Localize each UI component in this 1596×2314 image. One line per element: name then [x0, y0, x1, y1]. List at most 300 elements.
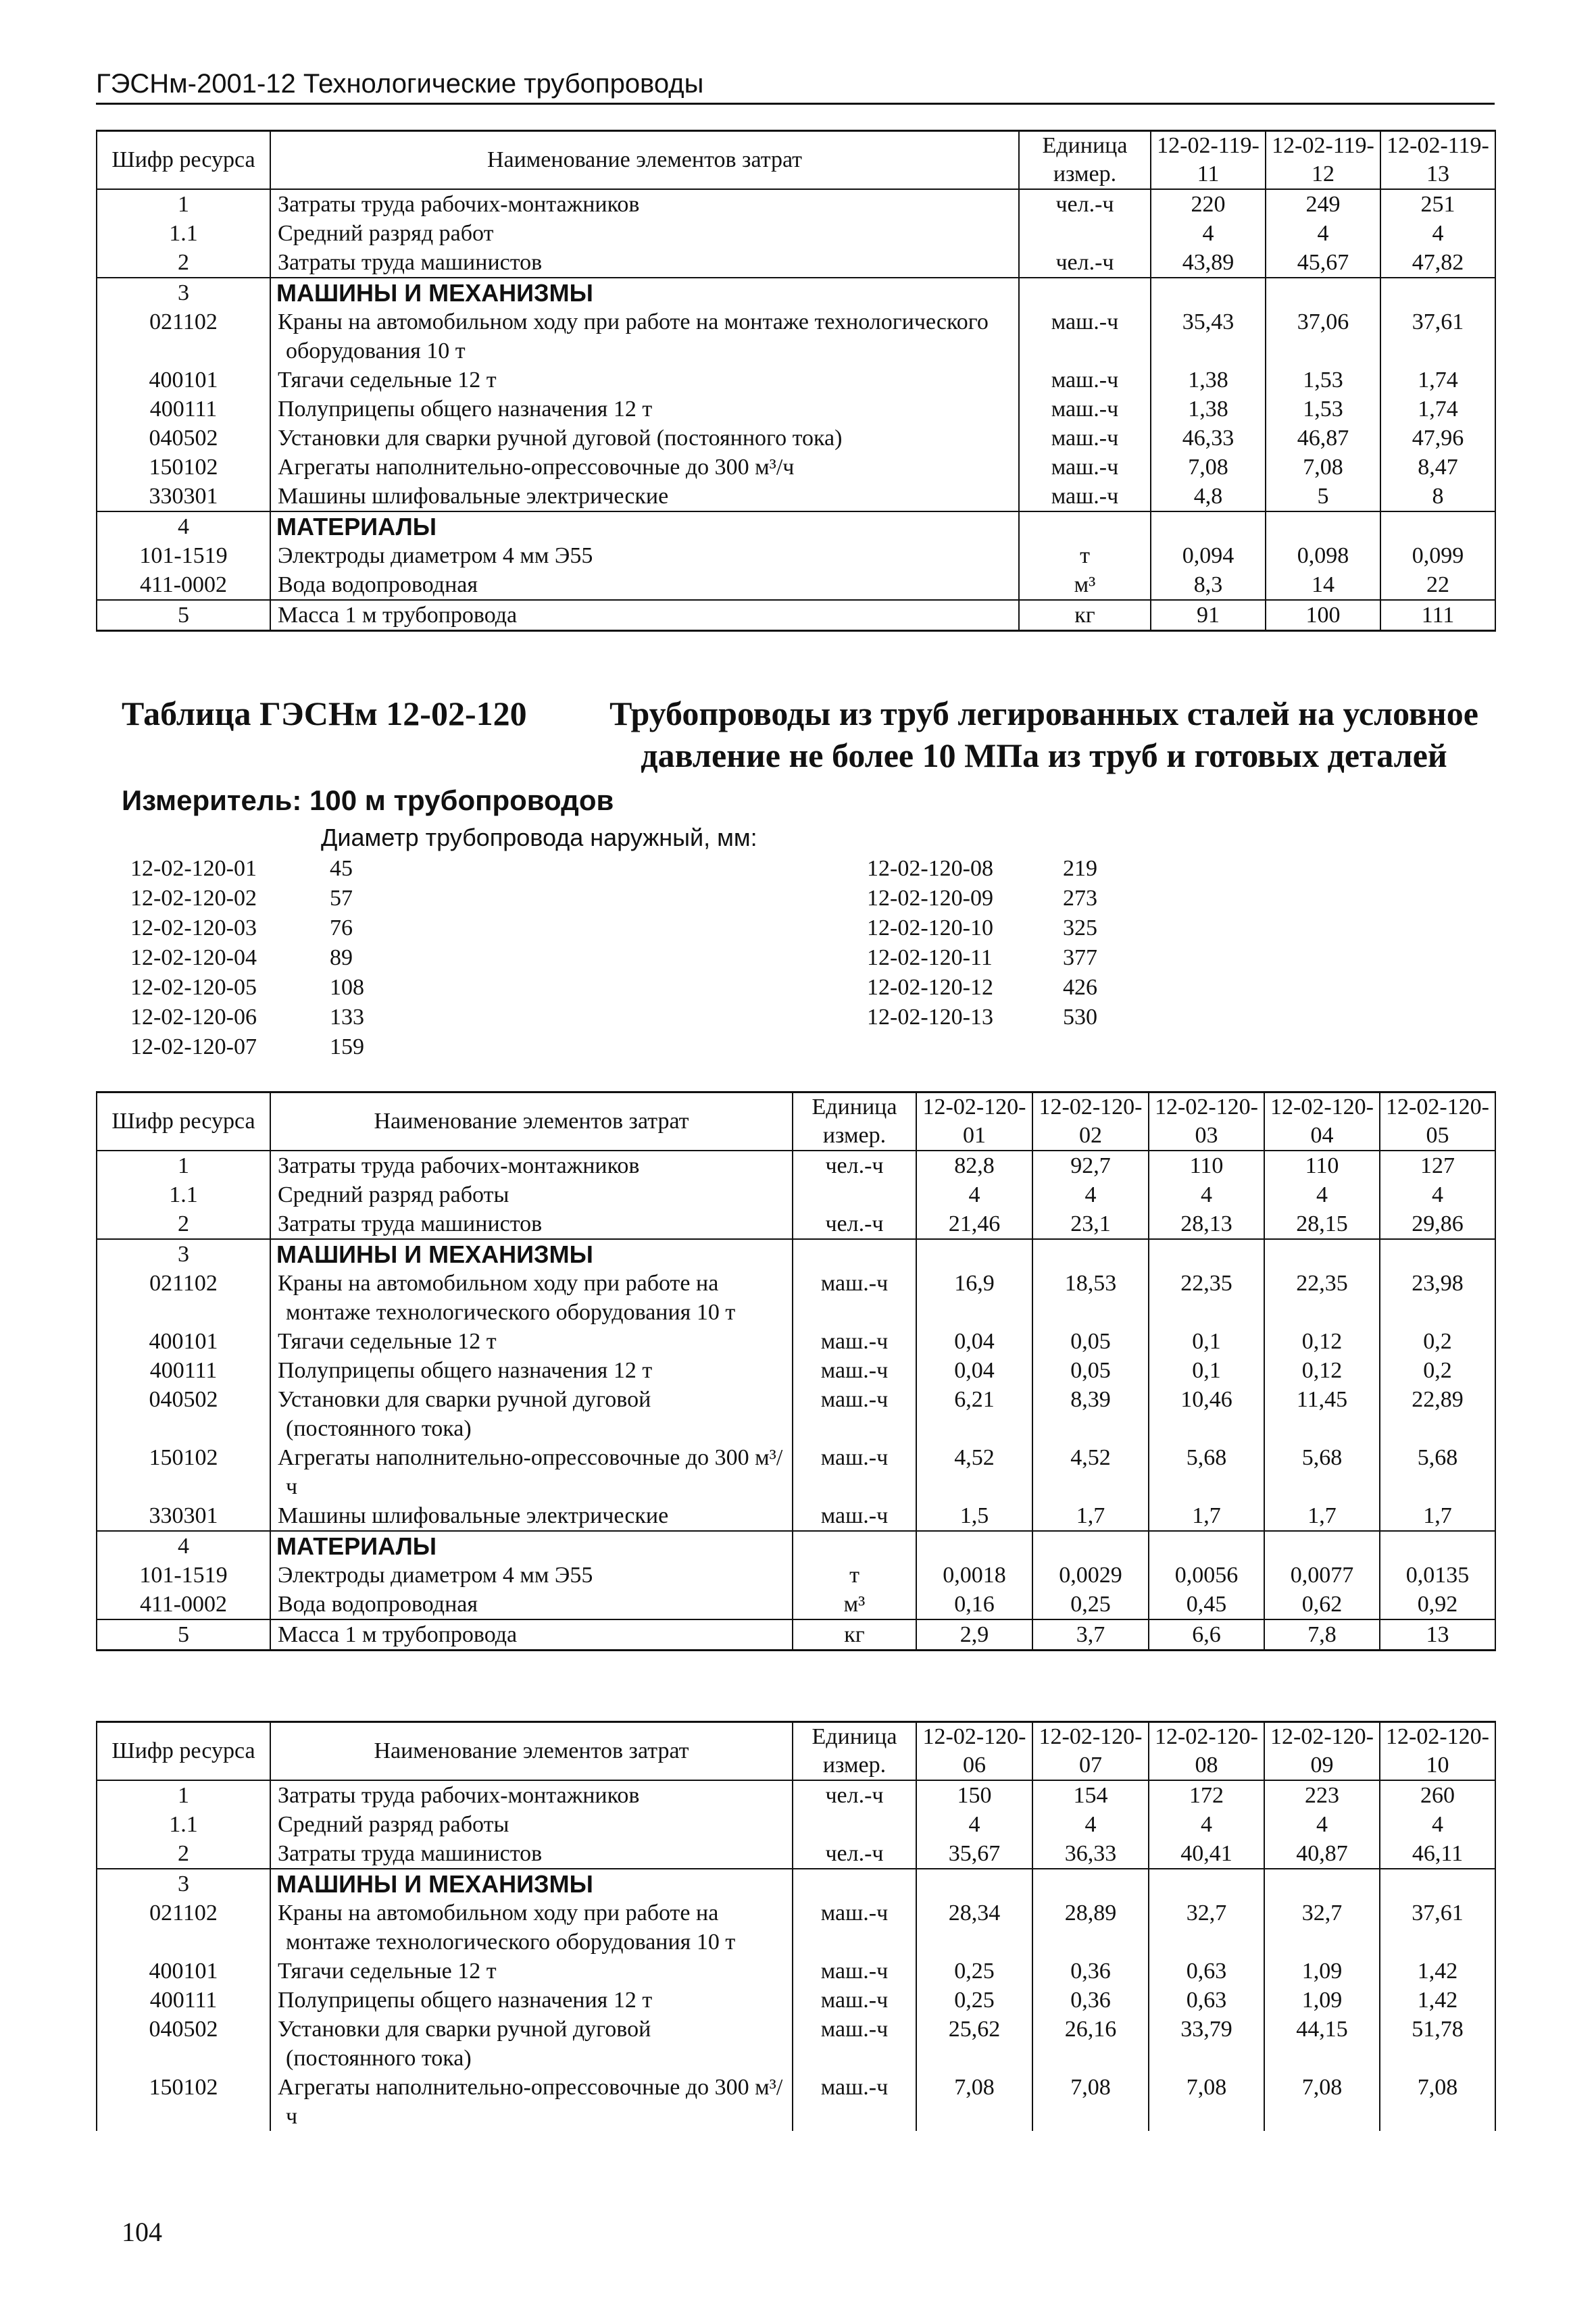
diameter-row [867, 943, 1272, 973]
value-cell: 46,87 [1266, 424, 1380, 453]
table-row [97, 1327, 1495, 1356]
value-cell: 0,25 [1032, 1590, 1149, 1619]
section-heading-cell: МАШИНЫ И МЕХАНИЗМЫ [270, 1869, 793, 1898]
col-header-norm: 12-02-119-11 [1151, 131, 1266, 190]
norm-code: 12-02-120-09 [867, 886, 993, 911]
diameter-value: 76 [330, 915, 353, 940]
norm-code: 12-02-120-03 [130, 915, 257, 940]
value-cell: 0,12 [1264, 1356, 1380, 1385]
resource-code-cell: 5 [97, 1619, 270, 1651]
value-cell: 1,42 [1380, 1957, 1495, 1986]
value-cell [1264, 1531, 1380, 1561]
unit-cell: кг [1019, 600, 1151, 631]
diameter-row [867, 913, 1272, 943]
diameter-row [130, 1003, 536, 1032]
value-cell: 22,35 [1264, 1269, 1380, 1327]
value-cell: 22,89 [1380, 1385, 1495, 1443]
value-cell: 40,87 [1264, 1839, 1380, 1869]
resource-code-cell: 400101 [97, 1327, 270, 1356]
resource-code-cell: 021102 [97, 307, 270, 366]
resource-code-cell: 400101 [97, 366, 270, 395]
unit-cell [793, 1810, 916, 1839]
value-cell: 0,05 [1032, 1327, 1149, 1356]
value-cell: 14 [1266, 570, 1380, 600]
col-header-norm: 12-02-120-03 [1149, 1092, 1264, 1151]
value-cell: 18,53 [1032, 1269, 1149, 1327]
table-header [97, 1722, 1495, 1781]
value-cell: 1,53 [1266, 366, 1380, 395]
value-cell: 13 [1380, 1619, 1495, 1651]
col-header-code: Шифр ресурса [97, 1722, 270, 1781]
table-row [97, 1180, 1495, 1209]
value-cell: 37,06 [1266, 307, 1380, 366]
unit-cell: маш.-ч [1019, 482, 1151, 511]
table-row [97, 1356, 1495, 1385]
value-cell: 23,98 [1380, 1269, 1495, 1327]
value-cell: 0,0056 [1149, 1561, 1264, 1590]
value-cell: 0,099 [1380, 541, 1495, 570]
norm-code: 12-02-120-01 [130, 856, 257, 881]
unit-cell: маш.-ч [793, 1269, 916, 1327]
diameter-caption: Диаметр трубопровода наружный, мм: [321, 824, 757, 851]
cost-item-name-cell: Установки для сварки ручной дуговой (постоянного тока) [270, 1385, 793, 1443]
cost-item-name-cell: Агрегаты наполнительно-опрессовочные до 300 м³/ч [270, 2073, 793, 2131]
value-cell: 223 [1264, 1780, 1380, 1810]
table-row [97, 482, 1495, 511]
unit-cell: маш.-ч [793, 1986, 916, 2015]
value-cell: 111 [1380, 600, 1495, 631]
resource-code-cell: 2 [97, 1209, 270, 1239]
table-row [97, 1619, 1495, 1651]
norm-code: 12-02-120-08 [867, 856, 993, 881]
cost-item-name-cell: Машины шлифовальные электрические [270, 482, 1019, 511]
norm-code: 12-02-120-12 [867, 975, 993, 1000]
value-cell: 0,12 [1264, 1327, 1380, 1356]
value-cell: 82,8 [916, 1151, 1032, 1180]
col-header-name: Наименование элементов затрат [270, 1092, 793, 1151]
unit-cell: маш.-ч [793, 1957, 916, 1986]
value-cell: 7,08 [916, 2073, 1032, 2131]
unit-cell: маш.-ч [793, 1898, 916, 1957]
diameter-list-right [867, 854, 1272, 1032]
unit-cell: маш.-ч [793, 1385, 916, 1443]
table-row [97, 2015, 1495, 2073]
diameter-value: 426 [1063, 975, 1097, 1000]
value-cell [916, 1531, 1032, 1561]
table-row [97, 1239, 1495, 1269]
value-cell: 35,43 [1151, 307, 1266, 366]
norm-code: 12-02-120-02 [130, 886, 257, 911]
cost-item-name-cell: Затраты труда машинистов [270, 248, 1019, 278]
value-cell: 28,15 [1264, 1209, 1380, 1239]
col-header-unit: Единица измер. [793, 1092, 916, 1151]
table-row [97, 1151, 1495, 1180]
unit-cell [793, 1531, 916, 1561]
value-cell [1032, 1531, 1149, 1561]
value-cell [1032, 1869, 1149, 1898]
value-cell: 37,61 [1380, 1898, 1495, 1957]
diameter-value: 530 [1063, 1005, 1097, 1030]
value-cell: 10,46 [1149, 1385, 1264, 1443]
col-header-norm: 12-02-120-10 [1380, 1722, 1495, 1781]
value-cell: 37,61 [1380, 307, 1495, 366]
value-cell: 5,68 [1264, 1443, 1380, 1501]
value-cell: 7,08 [1032, 2073, 1149, 2131]
value-cell: 0,094 [1151, 541, 1266, 570]
unit-cell: маш.-ч [1019, 366, 1151, 395]
diameter-row [867, 973, 1272, 1003]
value-cell [1266, 278, 1380, 307]
value-cell: 7,08 [1151, 453, 1266, 482]
value-cell: 0,25 [916, 1957, 1032, 1986]
cost-item-name-cell: Полуприцепы общего назначения 12 т [270, 1356, 793, 1385]
resource-table-120-01-05 [96, 1091, 1496, 1651]
col-header-norm: 12-02-119-12 [1266, 131, 1380, 190]
norm-code: 12-02-120-11 [867, 945, 993, 970]
value-cell: 0,04 [916, 1356, 1032, 1385]
table-row [97, 1810, 1495, 1839]
cost-item-name-cell: Агрегаты наполнительно-опрессовочные до 300 м³/ч [270, 1443, 793, 1501]
diameter-value: 377 [1063, 945, 1097, 970]
section-heading-cell: МАТЕРИАЛЫ [270, 1531, 793, 1561]
value-cell: 0,2 [1380, 1327, 1495, 1356]
value-cell: 0,16 [916, 1590, 1032, 1619]
table-number: Таблица ГЭСНм 12-02-120 [122, 695, 527, 732]
cost-item-name-cell: Вода водопроводная [270, 570, 1019, 600]
value-cell: 46,33 [1151, 424, 1266, 453]
table-row [97, 248, 1495, 278]
value-cell: 4 [916, 1180, 1032, 1209]
value-cell: 1,42 [1380, 1986, 1495, 2015]
value-cell [1380, 278, 1495, 307]
value-cell: 0,36 [1032, 1986, 1149, 2015]
resource-code-cell: 400111 [97, 1356, 270, 1385]
table-row [97, 511, 1495, 541]
table-row [97, 1501, 1495, 1531]
value-cell [1149, 1239, 1264, 1269]
diameter-row [130, 913, 536, 943]
value-cell [1380, 1869, 1495, 1898]
value-cell: 249 [1266, 189, 1380, 219]
value-cell: 4 [1149, 1180, 1264, 1209]
value-cell: 33,79 [1149, 2015, 1264, 2073]
cost-item-name-cell: Средний разряд работы [270, 1180, 793, 1209]
page-number: 104 [122, 2217, 162, 2247]
resource-code-cell: 1.1 [97, 219, 270, 248]
value-cell: 4 [1032, 1180, 1149, 1209]
measure-unit: Измеритель: 100 м трубопроводов [122, 784, 614, 816]
value-cell: 1,7 [1149, 1501, 1264, 1531]
value-cell: 4,8 [1151, 482, 1266, 511]
value-cell: 127 [1380, 1151, 1495, 1180]
table-row [97, 1898, 1495, 1957]
value-cell: 32,7 [1264, 1898, 1380, 1957]
unit-cell: чел.-ч [793, 1209, 916, 1239]
value-cell: 35,67 [916, 1839, 1032, 1869]
norm-code: 12-02-120-13 [867, 1005, 993, 1030]
value-cell: 11,45 [1264, 1385, 1380, 1443]
table-row [97, 453, 1495, 482]
value-cell [1151, 511, 1266, 541]
resource-table-120-06-10 [96, 1721, 1496, 2131]
value-cell: 3,7 [1032, 1619, 1149, 1651]
value-cell: 172 [1149, 1780, 1264, 1810]
value-cell: 0,63 [1149, 1986, 1264, 2015]
value-cell: 100 [1266, 600, 1380, 631]
value-cell: 91 [1151, 600, 1266, 631]
table-row [97, 1385, 1495, 1443]
table-row [97, 600, 1495, 631]
value-cell: 28,34 [916, 1898, 1032, 1957]
value-cell: 4 [916, 1810, 1032, 1839]
cost-item-name-cell: Затраты труда рабочих-монтажников [270, 189, 1019, 219]
resource-code-cell: 3 [97, 1239, 270, 1269]
value-cell: 4 [1380, 1810, 1495, 1839]
cost-item-name-cell: Краны на автомобильном ходу при работе на монтаже технологического оборудования 10 т [270, 307, 1019, 366]
value-cell: 28,13 [1149, 1209, 1264, 1239]
unit-cell: м³ [793, 1590, 916, 1619]
table-row [97, 1590, 1495, 1619]
table-row [97, 1957, 1495, 1986]
resource-code-cell: 400111 [97, 395, 270, 424]
value-cell: 7,08 [1149, 2073, 1264, 2131]
resource-code-cell: 101-1519 [97, 1561, 270, 1590]
resource-code-cell: 040502 [97, 2015, 270, 2073]
unit-cell: маш.-ч [1019, 453, 1151, 482]
value-cell: 45,67 [1266, 248, 1380, 278]
unit-cell: маш.-ч [1019, 395, 1151, 424]
value-cell [1380, 1531, 1495, 1561]
value-cell: 8,39 [1032, 1385, 1149, 1443]
value-cell: 47,82 [1380, 248, 1495, 278]
cost-item-name-cell: Затраты труда машинистов [270, 1209, 793, 1239]
norm-code: 12-02-120-07 [130, 1034, 257, 1059]
value-cell [1149, 1531, 1264, 1561]
value-cell: 4 [1380, 219, 1495, 248]
resource-code-cell: 2 [97, 248, 270, 278]
cost-item-name-cell: Электроды диаметром 4 мм Э55 [270, 541, 1019, 570]
value-cell: 1,74 [1380, 395, 1495, 424]
value-cell: 8 [1380, 482, 1495, 511]
unit-cell: чел.-ч [793, 1780, 916, 1810]
value-cell: 0,0018 [916, 1561, 1032, 1590]
value-cell: 0,04 [916, 1327, 1032, 1356]
value-cell: 4 [1151, 219, 1266, 248]
value-cell: 6,6 [1149, 1619, 1264, 1651]
section-heading-cell: МАШИНЫ И МЕХАНИЗМЫ [270, 1239, 793, 1269]
value-cell: 1,7 [1032, 1501, 1149, 1531]
diameter-value: 159 [330, 1034, 364, 1059]
table-row [97, 541, 1495, 570]
value-cell: 0,62 [1264, 1590, 1380, 1619]
unit-cell: маш.-ч [1019, 307, 1151, 366]
unit-cell: маш.-ч [793, 2073, 916, 2131]
col-header-norm: 12-02-120-07 [1032, 1722, 1149, 1781]
table-body [97, 189, 1495, 631]
value-cell: 4 [1264, 1810, 1380, 1839]
col-header-norm: 12-02-120-09 [1264, 1722, 1380, 1781]
value-cell: 4 [1032, 1810, 1149, 1839]
value-cell: 110 [1149, 1151, 1264, 1180]
value-cell: 0,36 [1032, 1957, 1149, 1986]
value-cell: 0,1 [1149, 1327, 1264, 1356]
table-row [97, 395, 1495, 424]
col-header-code: Шифр ресурса [97, 131, 270, 190]
diameter-value: 89 [330, 945, 353, 970]
value-cell: 46,11 [1380, 1839, 1495, 1869]
value-cell: 4 [1149, 1810, 1264, 1839]
table-row [97, 366, 1495, 395]
resource-code-cell: 150102 [97, 453, 270, 482]
resource-code-cell: 330301 [97, 1501, 270, 1531]
unit-cell: м³ [1019, 570, 1151, 600]
resource-code-cell: 1.1 [97, 1180, 270, 1209]
resource-code-cell: 101-1519 [97, 541, 270, 570]
unit-cell: маш.-ч [793, 1356, 916, 1385]
table-body [97, 1780, 1495, 2131]
unit-cell [793, 1239, 916, 1269]
resource-code-cell: 1.1 [97, 1810, 270, 1839]
col-header-norm: 12-02-119-13 [1380, 131, 1495, 190]
resource-code-cell: 021102 [97, 1898, 270, 1957]
col-header-norm: 12-02-120-01 [916, 1092, 1032, 1151]
value-cell: 2,9 [916, 1619, 1032, 1651]
unit-cell: маш.-ч [1019, 424, 1151, 453]
value-cell: 40,41 [1149, 1839, 1264, 1869]
diameter-value: 325 [1063, 915, 1097, 940]
cost-item-name-cell: Краны на автомобильном ходу при работе на монтаже технологического оборудования 10 т [270, 1269, 793, 1327]
value-cell: 8,47 [1380, 453, 1495, 482]
resource-code-cell: 040502 [97, 1385, 270, 1443]
unit-cell: чел.-ч [793, 1151, 916, 1180]
running-header: ГЭСНм-2001-12 Технологические трубопроводы [96, 68, 1495, 105]
value-cell: 28,89 [1032, 1898, 1149, 1957]
unit-cell [1019, 278, 1151, 307]
value-cell [1264, 1869, 1380, 1898]
cost-item-name-cell: Установки для сварки ручной дуговой (постоянного тока) [270, 424, 1019, 453]
value-cell: 1,53 [1266, 395, 1380, 424]
value-cell: 1,7 [1380, 1501, 1495, 1531]
resource-code-cell: 3 [97, 278, 270, 307]
resource-code-cell: 150102 [97, 2073, 270, 2131]
value-cell [1151, 278, 1266, 307]
value-cell [1266, 511, 1380, 541]
diameter-value: 273 [1063, 886, 1097, 911]
diameter-row [130, 1032, 536, 1062]
resource-table-119 [96, 130, 1496, 632]
value-cell: 21,46 [916, 1209, 1032, 1239]
cost-item-name-cell: Краны на автомобильном ходу при работе на монтаже технологического оборудования 10 т [270, 1898, 793, 1957]
value-cell: 4,52 [916, 1443, 1032, 1501]
resource-code-cell: 4 [97, 1531, 270, 1561]
col-header-norm: 12-02-120-06 [916, 1722, 1032, 1781]
value-cell: 26,16 [1032, 2015, 1149, 2073]
unit-cell [793, 1869, 916, 1898]
resource-code-cell: 411-0002 [97, 1590, 270, 1619]
cost-item-name-cell: Полуприцепы общего назначения 12 т [270, 1986, 793, 2015]
col-header-norm: 12-02-120-05 [1380, 1092, 1495, 1151]
col-header-norm: 12-02-120-04 [1264, 1092, 1380, 1151]
value-cell [1380, 511, 1495, 541]
value-cell: 4 [1264, 1180, 1380, 1209]
diameter-row [867, 1003, 1272, 1032]
table-row [97, 1269, 1495, 1327]
cost-item-name-cell: Машины шлифовальные электрические [270, 1501, 793, 1531]
section-heading-cell: МАШИНЫ И МЕХАНИЗМЫ [270, 278, 1019, 307]
cost-item-name-cell: Средний разряд работы [270, 1810, 793, 1839]
value-cell: 22,35 [1149, 1269, 1264, 1327]
table-row [97, 307, 1495, 366]
cost-item-name-cell: Затраты труда рабочих-монтажников [270, 1780, 793, 1810]
norm-code: 12-02-120-06 [130, 1005, 257, 1030]
value-cell: 5,68 [1380, 1443, 1495, 1501]
diameter-list-left [130, 854, 536, 1062]
value-cell: 260 [1380, 1780, 1495, 1810]
col-header-norm: 12-02-120-02 [1032, 1092, 1149, 1151]
value-cell [1380, 1239, 1495, 1269]
value-cell: 4 [1380, 1180, 1495, 1209]
value-cell: 1,74 [1380, 366, 1495, 395]
table-header [97, 1092, 1495, 1151]
unit-cell: т [793, 1561, 916, 1590]
diameter-value: 219 [1063, 856, 1097, 881]
resource-code-cell: 021102 [97, 1269, 270, 1327]
value-cell [1149, 1869, 1264, 1898]
table-row [97, 2073, 1495, 2131]
diameter-value: 108 [330, 975, 364, 1000]
resource-code-cell: 330301 [97, 482, 270, 511]
value-cell: 25,62 [916, 2015, 1032, 2073]
value-cell: 5,68 [1149, 1443, 1264, 1501]
value-cell: 1,7 [1264, 1501, 1380, 1531]
unit-cell: маш.-ч [793, 1443, 916, 1501]
value-cell [1264, 1239, 1380, 1269]
table-row [97, 1209, 1495, 1239]
section-heading-cell: МАТЕРИАЛЫ [270, 511, 1019, 541]
cost-item-name-cell: Тягачи седельные 12 т [270, 1957, 793, 1986]
unit-cell: кг [793, 1619, 916, 1651]
table-row [97, 424, 1495, 453]
diameter-value: 45 [330, 856, 353, 881]
diameter-row [867, 854, 1272, 884]
table-row [97, 278, 1495, 307]
unit-cell: т [1019, 541, 1151, 570]
resource-code-cell: 4 [97, 511, 270, 541]
cost-item-name-cell: Масса 1 м трубопровода [270, 600, 1019, 631]
value-cell: 36,33 [1032, 1839, 1149, 1869]
norm-code: 12-02-120-10 [867, 915, 993, 940]
cost-item-name-cell: Полуприцепы общего назначения 12 т [270, 395, 1019, 424]
unit-cell: маш.-ч [793, 1501, 916, 1531]
table-row [97, 1839, 1495, 1869]
table-row [97, 189, 1495, 219]
value-cell: 220 [1151, 189, 1266, 219]
value-cell: 150 [916, 1780, 1032, 1810]
value-cell: 0,25 [916, 1986, 1032, 2015]
col-header-norm: 12-02-120-08 [1149, 1722, 1264, 1781]
cost-item-name-cell: Вода водопроводная [270, 1590, 793, 1619]
value-cell: 92,7 [1032, 1151, 1149, 1180]
value-cell: 7,08 [1266, 453, 1380, 482]
value-cell: 0,92 [1380, 1590, 1495, 1619]
value-cell: 43,89 [1151, 248, 1266, 278]
value-cell: 7,8 [1264, 1619, 1380, 1651]
table-row [97, 1561, 1495, 1590]
value-cell: 0,45 [1149, 1590, 1264, 1619]
unit-cell [1019, 219, 1151, 248]
table-body [97, 1151, 1495, 1651]
table-caption: Трубопроводы из труб легированных сталей на условное давление не более 10 МПа из труб и готовых деталей [609, 695, 1478, 774]
